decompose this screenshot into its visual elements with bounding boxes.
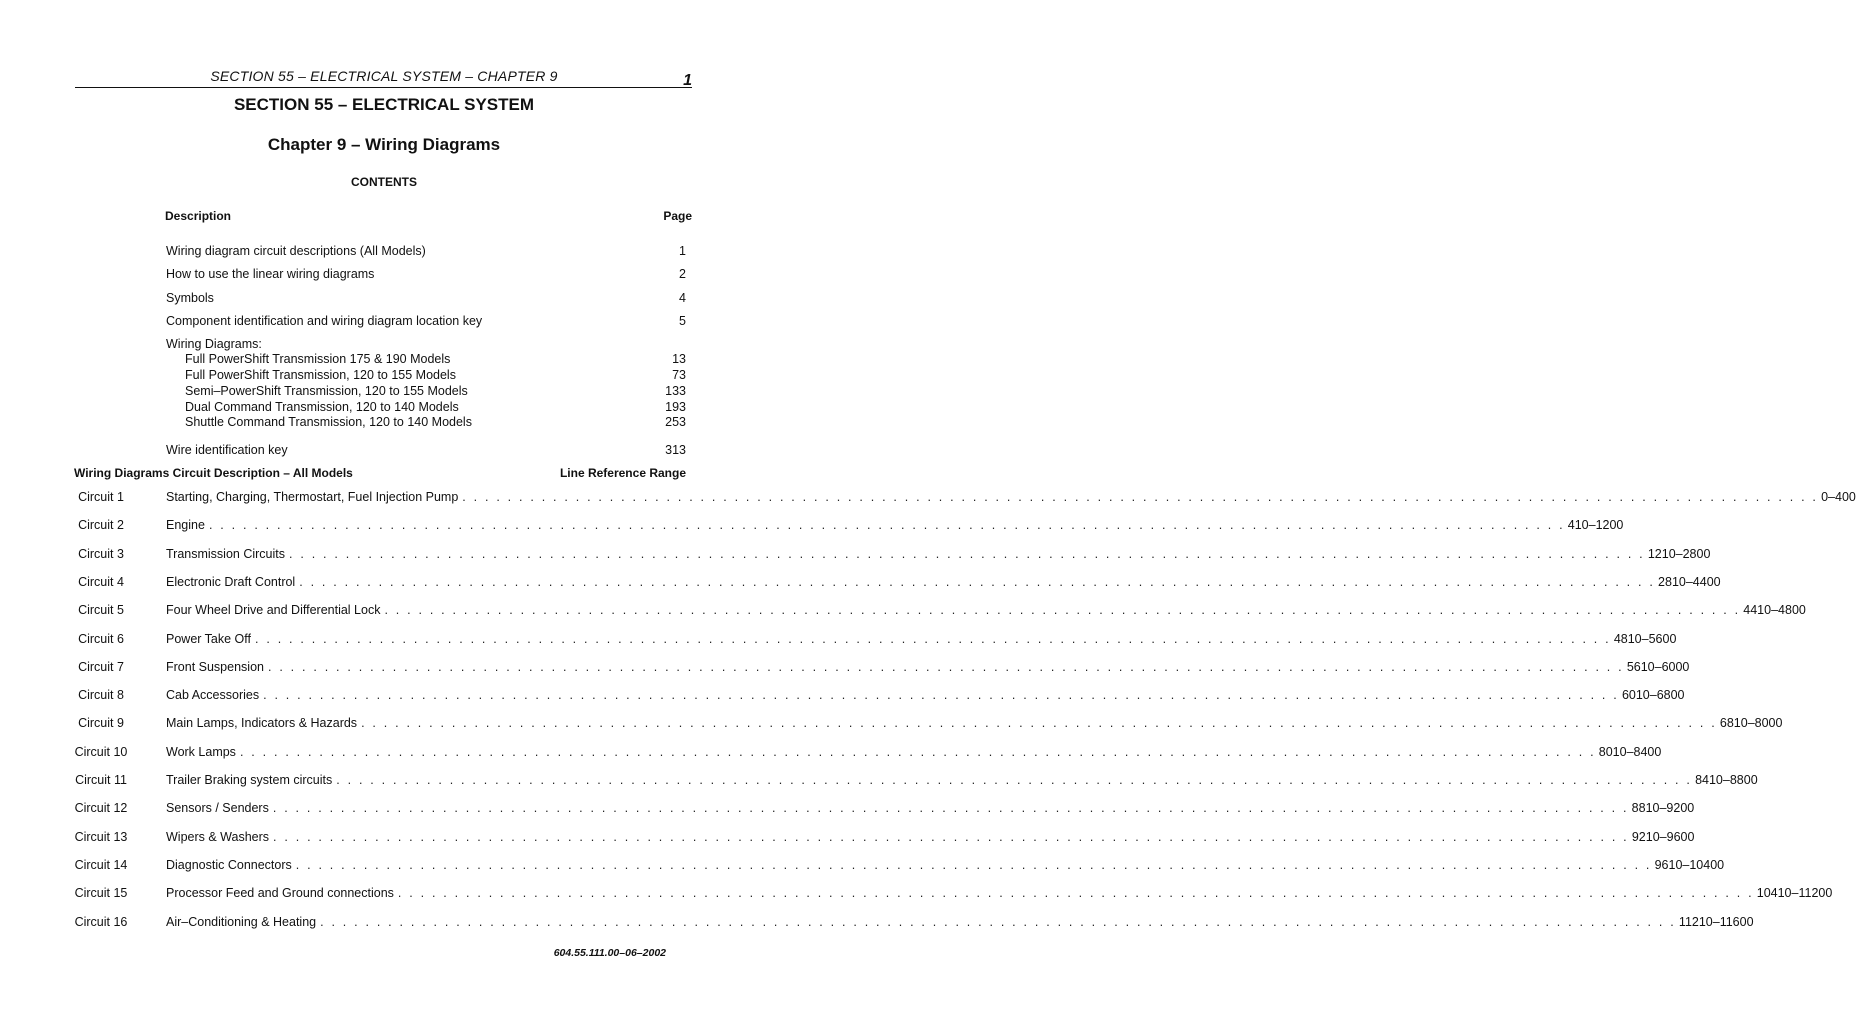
wiring-sub-entry-text: Semi–PowerShift Transmission, 120 to 155 Models [185, 384, 468, 398]
circuit-entry [166, 603, 1806, 617]
circuit-entry [166, 830, 1695, 844]
circuit-row [0, 575, 1721, 593]
dot-leader: . . . . . . . . . . . . . . . . . . . . . . . . . . . . . . . . . . . . . . . . . . . . . . . . . . . . . . . . . . . . . . . . . . . . . . . . . . . . . . . . . . . . . . . . . . . . . . . . . . . . . . . . . . . . . . . . . . . . . . . . [255, 632, 1611, 646]
circuit-entry [166, 632, 1677, 646]
circuit-row [0, 858, 1725, 876]
circuit-entry [166, 688, 1685, 702]
line-reference-range: 2810–4400 [1658, 575, 1721, 589]
line-reference-range: 10410–11200 [1756, 886, 1833, 900]
dot-leader: . . . . . . . . . . . . . . . . . . . . . . . . . . . . . . . . . . . . . . . . . . . . . . . . . . . . . . . . . . . . . . . . . . . . . . . . . . . . . . . . . . . . . . . . . . . . . . . . . . . . . . . . . . . . . . . . . . . . . . . . [267, 660, 1624, 674]
line-reference-range: 8010–8400 [1598, 745, 1662, 759]
circuit-entry [166, 575, 1721, 589]
circuit-label: Circuit 11 [75, 773, 127, 787]
dot-leader: . . . . . . . . . . . . . . . . . . . . . . . . . . . . . . . . . . . . . . . . . . . . . . . . . . . . . . . . . . . . . . . . . . . . . . . . . . . . . . . . . . . . . . . . . . . . . . . . . . . . . . . . . . . . . . . . . . . . . . . . [272, 801, 1629, 815]
circuit-table-header: Wiring Diagrams Circuit Description – All Models [74, 466, 353, 480]
wiring-sub-entry-text: Full PowerShift Transmission 175 & 190 Models [185, 352, 451, 366]
wiring-sub-entry-page: 193 [665, 400, 686, 414]
circuit-entry [166, 490, 1856, 504]
circuit-label: Circuit 8 [78, 688, 124, 702]
dot-leader: . . . . . . . . . . . . . . . . . . . . . . . . . . . . . . . . . . . . . . . . . . . . . . . . . . . . . . . . . . . . . . . . . . . . . . . . . . . . . . . . . . . . . . . . . . . . . . . . . . . . . . . . . . . . . . . . . . . . . . . . [320, 915, 1676, 929]
circuit-row [0, 773, 1758, 791]
running-head: SECTION 55 – ELECTRICAL SYSTEM – CHAPTER 9 [210, 68, 558, 84]
toc-entry-page: 2 [679, 267, 686, 281]
circuit-row [0, 745, 1662, 763]
circuit-entry [166, 660, 1690, 674]
dot-leader: . . . . . . . . . . . . . . . . . . . . . . . . . . . . . . . . . . . . . . . . . . . . . . . . . . . . . . . . . . . . . . . . . . . . . . . . . . . . . . . . . . . . . . . . . . . . . . . . . . . . . . . . . . . . . . . . . . . . . . . . [336, 773, 1693, 787]
toc-entry-page: 313 [665, 443, 686, 457]
line-reference-range: 6810–8000 [1719, 716, 1783, 730]
circuit-description: Electronic Draft Control [166, 575, 296, 589]
circuit-description: Sensors / Senders [166, 801, 269, 815]
circuit-description: Processor Feed and Ground connections [166, 886, 394, 900]
line-reference-range: 11210–11600 [1678, 915, 1754, 929]
line-reference-range: 9610–10400 [1654, 858, 1725, 872]
circuit-label: Circuit 9 [78, 716, 124, 730]
circuit-label: Circuit 5 [78, 603, 124, 617]
circuit-description: Four Wheel Drive and Differential Lock [166, 603, 381, 617]
toc-entry [166, 267, 686, 285]
dot-leader: . . . . . . . . . . . . . . . . . . . . . . . . . . . . . . . . . . . . . . . . . . . . . . . . . . . . . . . . . . . . . . . . . . . . . . . . . . . . . . . . . . . . . . . . . . . . . . . . . . . . . . . . . . . . . . . . . . . . . . . . [239, 745, 1596, 759]
line-reference-range: 5610–6000 [1626, 660, 1690, 674]
toc-entry [166, 291, 686, 309]
line-reference-range: 1210–2800 [1647, 547, 1711, 561]
toc-page-header: Page [663, 209, 692, 223]
circuit-entry [166, 858, 1725, 872]
header-rule [75, 87, 692, 88]
circuit-label: Circuit 7 [78, 660, 124, 674]
toc-entry-page: 5 [679, 314, 686, 328]
circuit-description: Engine [166, 518, 205, 532]
chapter-title: Chapter 9 – Wiring Diagrams [267, 135, 501, 154]
circuit-entry [166, 716, 1783, 730]
circuit-label: Circuit 2 [78, 518, 124, 532]
circuit-entry [166, 773, 1758, 787]
circuit-row [0, 716, 1783, 734]
dot-leader: . . . . . . . . . . . . . . . . . . . . . . . . . . . . . . . . . . . . . . . . . . . . . . . . . . . . . . . . . . . . . . . . . . . . . . . . . . . . . . . . . . . . . . . . . . . . . . . . . . . . . . . . . . . . . . . . . . . . . . . . [263, 688, 1619, 702]
circuit-row [0, 518, 1624, 536]
line-reference-range: 6010–6800 [1621, 688, 1685, 702]
toc-entry [166, 443, 686, 461]
circuit-row [0, 915, 1754, 933]
circuit-description: Front Suspension [166, 660, 264, 674]
circuit-row [0, 886, 1833, 904]
page-number: 1 [683, 72, 692, 89]
dot-leader: . . . . . . . . . . . . . . . . . . . . . . . . . . . . . . . . . . . . . . . . . . . . . . . . . . . . . . . . . . . . . . . . . . . . . . . . . . . . . . . . . . . . . . . . . . . . . . . . . . . . . . . . . . . . . . . . . . . . . . . . [273, 830, 1629, 844]
circuit-description: Air–Conditioning & Heating [166, 915, 317, 929]
circuit-description: Transmission Circuits [166, 547, 286, 561]
wiring-sub-entry-page: 253 [665, 415, 686, 429]
circuit-row [0, 547, 1711, 565]
dot-leader: . . . . . . . . . . . . . . . . . . . . . . . . . . . . . . . . . . . . . . . . . . . . . . . . . . . . . . . . . . . . . . . . . . . . . . . . . . . . . . . . . . . . . . . . . . . . . . . . . . . . . . . . . . . . . . . . . . . . . . . . [295, 858, 1652, 872]
line-reference-range: 9210–9600 [1631, 830, 1695, 844]
circuit-description: Main Lamps, Indicators & Hazards [166, 716, 358, 730]
dot-leader: . . . . . . . . . . . . . . . . . . . . . . . . . . . . . . . . . . . . . . . . . . . . . . . . . . . . . . . . . . . . . . . . . . . . . . . . . . . . . . . . . . . . . . . . . . . . . . . . . . . . . . . . . . . . . . . . . . . . . . . . [299, 575, 1656, 589]
circuit-row [0, 632, 1677, 650]
toc-entry-text: Symbols [166, 291, 214, 305]
toc-entry-text: Wire identification key [166, 443, 288, 457]
circuit-label: Circuit 10 [74, 745, 128, 759]
circuit-row [0, 830, 1695, 848]
toc-entry [166, 314, 686, 332]
wiring-sub-entry-page: 133 [665, 384, 686, 398]
wiring-sub-entry-text: Full PowerShift Transmission, 120 to 155 Models [185, 368, 456, 382]
dot-leader: . . . . . . . . . . . . . . . . . . . . . . . . . . . . . . . . . . . . . . . . . . . . . . . . . . . . . . . . . . . . . . . . . . . . . . . . . . . . . . . . . . . . . . . . . . . . . . . . . . . . . . . . . . . . . . . . . . . . . . . . [384, 603, 1741, 617]
circuit-description: Cab Accessories [166, 688, 260, 702]
circuit-row [0, 490, 1856, 508]
line-reference-header: Line Reference Range [559, 466, 686, 480]
line-reference-range: 4810–5600 [1613, 632, 1677, 646]
circuit-label: Circuit 1 [78, 490, 124, 504]
circuit-row [0, 603, 1806, 621]
circuit-row [0, 801, 1695, 819]
wiring-sub-entry-page: 73 [672, 368, 686, 382]
line-reference-range: 8410–8800 [1695, 773, 1758, 787]
circuit-label: Circuit 13 [74, 830, 128, 844]
dot-leader: . . . . . . . . . . . . . . . . . . . . . . . . . . . . . . . . . . . . . . . . . . . . . . . . . . . . . . . . . . . . . . . . . . . . . . . . . . . . . . . . . . . . . . . . . . . . . . . . . . . . . . . . . . . . . . . . . . . . . . . . [397, 886, 1754, 900]
circuit-description: Wipers & Washers [166, 830, 270, 844]
dot-leader: . . . . . . . . . . . . . . . . . . . . . . . . . . . . . . . . . . . . . . . . . . . . . . . . . . . . . . . . . . . . . . . . . . . . . . . . . . . . . . . . . . . . . . . . . . . . . . . . . . . . . . . . . . . . . . . . . . . . . . . . [289, 547, 1645, 561]
wiring-diagrams-label: Wiring Diagrams: [166, 337, 262, 351]
toc-entry-page: 1 [679, 244, 686, 258]
circuit-description: Work Lamps [166, 745, 236, 759]
contents-label: CONTENTS [351, 175, 417, 189]
toc-entry [166, 244, 686, 262]
toc-entry-text: Wiring diagram circuit descriptions (All Models) [166, 244, 426, 258]
dot-leader: . . . . . . . . . . . . . . . . . . . . . . . . . . . . . . . . . . . . . . . . . . . . . . . . . . . . . . . . . . . . . . . . . . . . . . . . . . . . . . . . . . . . . . . . . . . . . . . . . . . . . . . . . . . . . . . . . . . . . . . . [361, 716, 1717, 730]
wiring-sub-entry-text: Dual Command Transmission, 120 to 140 Models [185, 400, 459, 414]
circuit-label: Circuit 16 [74, 915, 128, 929]
circuit-description: Diagnostic Connectors [166, 858, 292, 872]
circuit-entry [166, 518, 1624, 532]
line-reference-range: 0–400 [1821, 490, 1856, 504]
circuit-row [0, 688, 1685, 706]
circuit-description: Power Take Off [166, 632, 251, 646]
dot-leader: . . . . . . . . . . . . . . . . . . . . . . . . . . . . . . . . . . . . . . . . . . . . . . . . . . . . . . . . . . . . . . . . . . . . . . . . . . . . . . . . . . . . . . . . . . . . . . . . . . . . . . . . . . . . . . . . . . . . . . . . [208, 518, 1565, 532]
circuit-description: Trailer Braking system circuits [166, 773, 333, 787]
circuit-label: Circuit 3 [78, 547, 124, 561]
circuit-label: Circuit 6 [78, 632, 124, 646]
circuit-label: Circuit 15 [74, 886, 128, 900]
wiring-sub-entry-text: Shuttle Command Transmission, 120 to 140 Models [185, 415, 472, 429]
toc-entry-page: 4 [679, 291, 686, 305]
toc-description-header: Description [165, 209, 232, 223]
circuit-entry [166, 547, 1711, 561]
circuit-entry [166, 915, 1754, 929]
toc-entry-text: Component identification and wiring diagram location key [166, 314, 483, 328]
document-code: 604.55.111.00–06–2002 [553, 947, 666, 959]
circuit-description: Starting, Charging, Thermostart, Fuel Injection Pump [166, 490, 459, 504]
toc-entry-text: How to use the linear wiring diagrams [166, 267, 375, 281]
wiring-sub-entry-page: 13 [672, 352, 686, 366]
section-title: SECTION 55 – ELECTRICAL SYSTEM [233, 95, 535, 114]
circuit-row [0, 660, 1690, 678]
circuit-label: Circuit 4 [78, 575, 124, 589]
line-reference-range: 4410–4800 [1743, 603, 1806, 617]
circuit-entry [166, 801, 1695, 815]
circuit-entry [166, 745, 1662, 759]
line-reference-range: 410–1200 [1567, 518, 1624, 532]
circuit-label: Circuit 12 [74, 801, 128, 815]
line-reference-range: 8810–9200 [1631, 801, 1695, 815]
circuit-entry [166, 886, 1833, 900]
dot-leader: . . . . . . . . . . . . . . . . . . . . . . . . . . . . . . . . . . . . . . . . . . . . . . . . . . . . . . . . . . . . . . . . . . . . . . . . . . . . . . . . . . . . . . . . . . . . . . . . . . . . . . . . . . . . . . . . . . . . . . . . [462, 490, 1819, 504]
circuit-label: Circuit 14 [74, 858, 128, 872]
